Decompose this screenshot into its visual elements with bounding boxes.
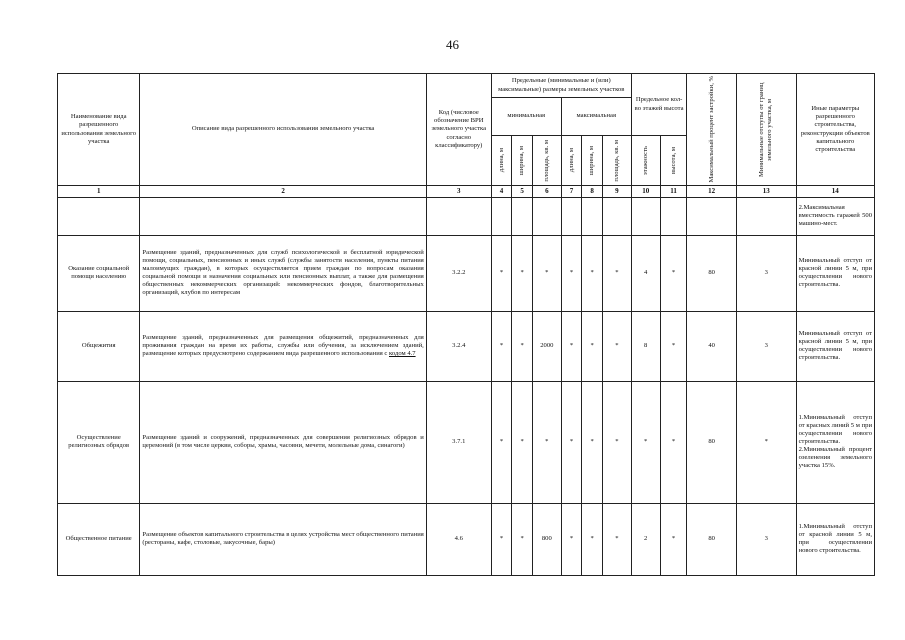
header-floor-count: этажность — [631, 136, 660, 186]
floor-count: 2 — [631, 503, 660, 575]
table-row — [58, 311, 875, 381]
column-number: 14 — [796, 186, 874, 198]
setback-value: 3 — [736, 235, 796, 311]
width-min: * — [512, 311, 533, 381]
header-length-min: длина, м — [491, 136, 512, 186]
height-value: * — [660, 311, 687, 381]
column-number: 11 — [660, 186, 687, 198]
header-width-min: ширина, м — [512, 136, 533, 186]
use-description: Размещение зданий и сооружений, предназначенных для совершения религиозных обрядов и церемоний (в том числе церкви, соборы, храмы, часовни, мечети, молельные дома, синагоги) — [140, 381, 426, 503]
use-description: Размещение зданий, предназначенных для служб психологической и бесплатной юридической помощи, социальных, пенсионных и иных служб (службы занятости населения, пункты питания малоимущих граждан), в которых осуществляется прием граждан по вопросам оказания социальной помощи и назначения социальных или пенсионных выплат, а также для размещения общественных некоммерческих организаций: некоммерческих фондов, благотворительных организаций, клубов по интересам — [140, 235, 426, 311]
other-params: Минимальный отступ от красной линии 5 м, при осуществлении нового строительства. — [796, 311, 874, 381]
use-name: Оказание социальной помощи населению — [58, 235, 140, 311]
length-max: * — [561, 381, 582, 503]
floor-count: * — [631, 381, 660, 503]
use-code: 4.6 — [426, 503, 491, 575]
header-area-max: площадь, кв. м — [602, 136, 631, 186]
floor-count: 8 — [631, 311, 660, 381]
code-link[interactable]: кодом 4.7 — [389, 350, 416, 358]
use-code: 3.7.1 — [426, 381, 491, 503]
column-number: 5 — [512, 186, 533, 198]
header-setback: Минимальные отступы от границ земельного участка, м — [736, 74, 796, 186]
column-number: 8 — [582, 186, 603, 198]
area-min: 800 — [532, 503, 561, 575]
setback-value: 3 — [736, 311, 796, 381]
column-number-row — [58, 186, 875, 198]
length-max: * — [561, 235, 582, 311]
header-description: Описание вида разрешенного использования земельного участка — [140, 74, 426, 186]
height-value: * — [660, 503, 687, 575]
page-number: 46 — [446, 37, 459, 52]
width-max: * — [582, 235, 603, 311]
area-min: 2000 — [532, 311, 561, 381]
length-max: * — [561, 503, 582, 575]
header-other: Иные параметры разрешенного строительства, реконструкции объектов капитального строительства — [796, 74, 874, 186]
width-max: * — [582, 381, 603, 503]
other-params: Минимальный отступ от красной линии 5 м, при осуществлении нового строительства. — [796, 235, 874, 311]
use-name: Осуществление религиозных обрядов — [58, 381, 140, 503]
header-min: минимальная — [491, 98, 561, 136]
other-params: 1.Минимальный отступ от красной линии 5 м, при осуществлении нового строительства. — [796, 503, 874, 575]
height-value: * — [660, 235, 687, 311]
header-floors-group: Предельное кол-во этажей высота — [631, 74, 687, 136]
header-width-max: ширина, м — [582, 136, 603, 186]
column-number: 4 — [491, 186, 512, 198]
area-min: * — [532, 235, 561, 311]
regulations-table — [57, 73, 875, 576]
header-length-max: длина, м — [561, 136, 582, 186]
setback-value: * — [736, 381, 796, 503]
area-max: * — [602, 235, 631, 311]
length-max: * — [561, 311, 582, 381]
length-min: * — [491, 311, 512, 381]
floor-count: 4 — [631, 235, 660, 311]
area-max: * — [602, 503, 631, 575]
column-number: 9 — [602, 186, 631, 198]
header-coverage: Максимальный процент застройки, % — [687, 74, 736, 186]
column-number: 3 — [426, 186, 491, 198]
area-min: * — [532, 381, 561, 503]
description-text: Размещение зданий, предназначенных для размещения общежитий, предназначенных для проживания граждан на время их работы, службы или обучения, за исключением зданий, размещение которых предусмотрено содержанием вида разрешенного использования с — [142, 333, 424, 358]
header-plot-sizes: Предельные (минимальные и (или) максимальные) размеры земельных участков — [491, 74, 631, 98]
header-height: высота, м — [660, 136, 687, 186]
use-name: Общественное питание — [58, 503, 140, 575]
column-number: 13 — [736, 186, 796, 198]
area-max: * — [602, 311, 631, 381]
table-row — [58, 235, 875, 311]
column-number: 12 — [687, 186, 736, 198]
use-description: Размещение объектов капитального строительства в целях устройства мест общественного питания (рестораны, кафе, столовые, закусочные, бары) — [140, 503, 426, 575]
coverage-value: 40 — [687, 311, 736, 381]
use-code: 3.2.2 — [426, 235, 491, 311]
column-number: 2 — [140, 186, 426, 198]
use-description — [140, 311, 426, 381]
use-code: 3.2.4 — [426, 311, 491, 381]
length-min: * — [491, 235, 512, 311]
other-params: 2.Максимальная вместимость гаражей 500 машино-мест. — [796, 197, 874, 235]
column-number: 7 — [561, 186, 582, 198]
width-min: * — [512, 503, 533, 575]
coverage-value: 80 — [687, 235, 736, 311]
column-number: 6 — [532, 186, 561, 198]
length-min: * — [491, 381, 512, 503]
width-max: * — [582, 311, 603, 381]
header-name: Наименование вида разрешенного использования земельного участка — [58, 74, 140, 186]
column-number: 10 — [631, 186, 660, 198]
table-row-continuation — [58, 197, 875, 235]
width-min: * — [512, 381, 533, 503]
header-code: Код (числовое обозначение ВРИ земельного участка согласно классификатору) — [426, 74, 491, 186]
table-row — [58, 503, 875, 575]
width-max: * — [582, 503, 603, 575]
header-max: максимальная — [561, 98, 631, 136]
column-number: 1 — [58, 186, 140, 198]
length-min: * — [491, 503, 512, 575]
width-min: * — [512, 235, 533, 311]
use-name: Общежития — [58, 311, 140, 381]
coverage-value: 80 — [687, 503, 736, 575]
area-max: * — [602, 381, 631, 503]
table-row — [58, 381, 875, 503]
setback-value: 3 — [736, 503, 796, 575]
header-area-min: площадь, кв. м — [532, 136, 561, 186]
coverage-value: 80 — [687, 381, 736, 503]
height-value: * — [660, 381, 687, 503]
other-params: 1.Минимальный отступ от красных линий 5 м при осуществлении нового строительства. 2.Минимальный процент озеленения земельного участка 15%. — [796, 381, 874, 503]
